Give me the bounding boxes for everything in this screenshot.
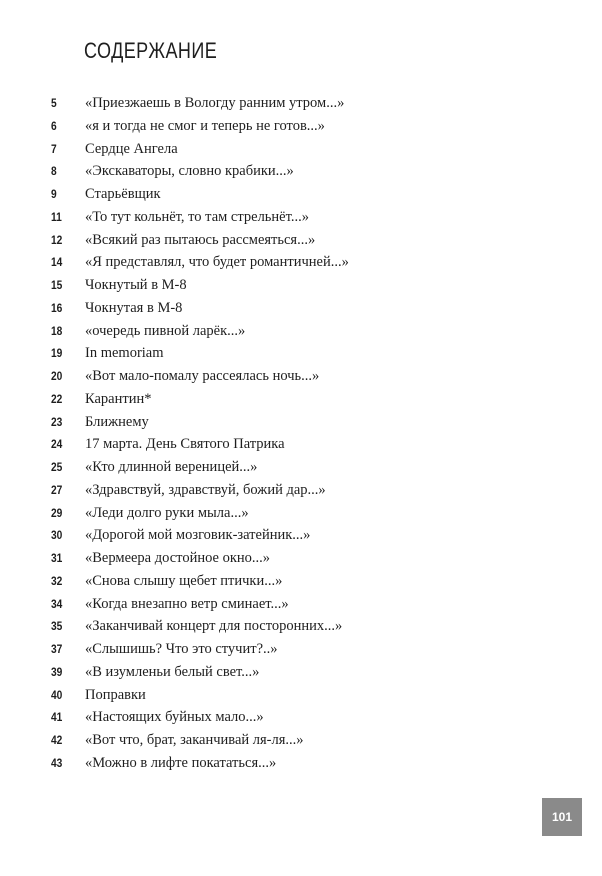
toc-entry [0,183,602,206]
toc-page-number: 20 [51,369,63,383]
toc-page-number: 9 [51,187,57,201]
toc-title: «Слышишь? Что это стучит?..» [85,641,278,657]
page-number-tab [542,798,582,836]
toc-entry [0,729,602,752]
page-title: СОДЕРЖАНИЕ [84,38,218,63]
toc-page-number: 34 [51,596,63,611]
toc-page-number: 41 [51,710,63,725]
toc-entry [0,684,602,707]
toc-title: Чокнутая в М-8 [85,299,183,316]
toc-page-number: 16 [51,300,63,315]
toc-page-number: 39 [51,664,63,679]
toc-entry [0,206,602,229]
toc-page-number: 24 [51,437,63,452]
toc-title: Карантин* [85,390,152,407]
toc-entry [0,433,602,456]
toc-title: «Заканчивай концерт для посторонних...» [85,618,343,635]
toc-title: «Вермеера достойное окно...» [85,550,271,566]
toc-entry [0,297,602,320]
toc-entry [0,138,602,161]
toc-page-number: 15 [51,278,63,292]
toc-title: «Можно в лифте покататься...» [85,754,277,771]
toc-entry [0,365,602,388]
toc-title: «Экскаваторы, словно крабики...» [85,163,294,180]
toc-page-number: 37 [51,642,63,656]
toc-title: «В изумленьи белый свет...» [85,663,260,680]
toc-entry [0,524,602,547]
toc-entry [0,229,602,252]
toc-page-number: 19 [51,346,63,361]
toc-entry [0,752,602,775]
toc-entry [0,661,602,684]
toc-entry [0,320,602,343]
toc-entry [0,706,602,729]
toc-title: «Вот что, брат, заканчивай ля-ля...» [85,732,304,748]
toc-page-number: 30 [51,528,63,543]
toc-entry [0,456,602,479]
toc-entry [0,388,602,411]
toc-page-number: 43 [51,755,63,770]
toc-page-number: 31 [51,551,63,565]
toc-entry [0,251,602,274]
toc-entry [0,570,602,593]
toc-entry [0,593,602,616]
toc-page-number: 22 [51,391,63,406]
toc-title: «Когда внезапно ветр сминает...» [85,595,289,612]
toc-entry [0,92,602,115]
toc-entry [0,638,602,661]
toc-title: In memoriam [85,345,164,362]
toc-title: Поправки [85,686,146,703]
toc-page-number: 12 [51,232,63,247]
toc-title: «Кто длинной вереницей...» [85,459,258,475]
toc-title: «То тут кольнёт, то там стрельнёт...» [85,208,309,225]
toc-page-number: 29 [51,505,63,520]
toc-entry [0,274,602,297]
toc-page-number: 18 [51,323,63,338]
toc-page-number: 35 [51,619,63,634]
page-number: 101 [551,810,573,824]
toc-page-number: 42 [51,733,63,747]
toc-title: «Снова слышу щебет птички...» [85,572,283,589]
toc-entry [0,615,602,638]
toc-title: «я и тогда не смог и теперь не готов...» [85,117,325,134]
toc-entry [0,342,602,365]
toc-title: Старьёвщик [85,186,161,202]
toc-title: Чокнутый в М-8 [85,277,187,293]
toc-page-number: 25 [51,460,63,474]
toc-title: «Приезжаешь в Вологду ранним утром...» [85,95,345,111]
toc-title: «очередь пивной ларёк...» [85,322,246,339]
table-of-contents [0,92,602,775]
toc-entry [0,547,602,570]
toc-title: «Леди долго руки мыла...» [85,504,249,521]
toc-page-number: 14 [51,255,63,270]
toc-title: «Я представлял, что будет романтичней...» [85,254,349,271]
toc-title: «Дорогой мой мозговик-затейник...» [85,527,311,544]
toc-page-number: 8 [51,164,57,179]
toc-title: 17 марта. День Святого Патрика [85,436,285,453]
toc-title: Ближнему [85,413,149,430]
toc-page-number: 11 [51,209,62,224]
toc-page-number: 32 [51,573,63,588]
toc-title: «Настоящих буйных мало...» [85,709,264,726]
toc-entry [0,411,602,434]
toc-page-number: 40 [51,687,63,702]
toc-entry [0,160,602,183]
toc-page-number: 23 [51,414,63,429]
toc-page-number: 5 [51,96,57,110]
toc-page-number: 6 [51,118,57,133]
toc-title: Сердце Ангела [85,140,178,157]
toc-title: «Здравствуй, здравствуй, божий дар...» [85,481,326,498]
toc-title: «Всякий раз пытаюсь рассмеяться...» [85,231,316,248]
toc-title: «Вот мало-помалу рассеялась ночь...» [85,368,320,384]
toc-page-number: 27 [51,482,63,497]
toc-entry [0,502,602,525]
toc-page-number: 7 [51,141,57,156]
toc-entry [0,115,602,138]
toc-entry [0,479,602,502]
